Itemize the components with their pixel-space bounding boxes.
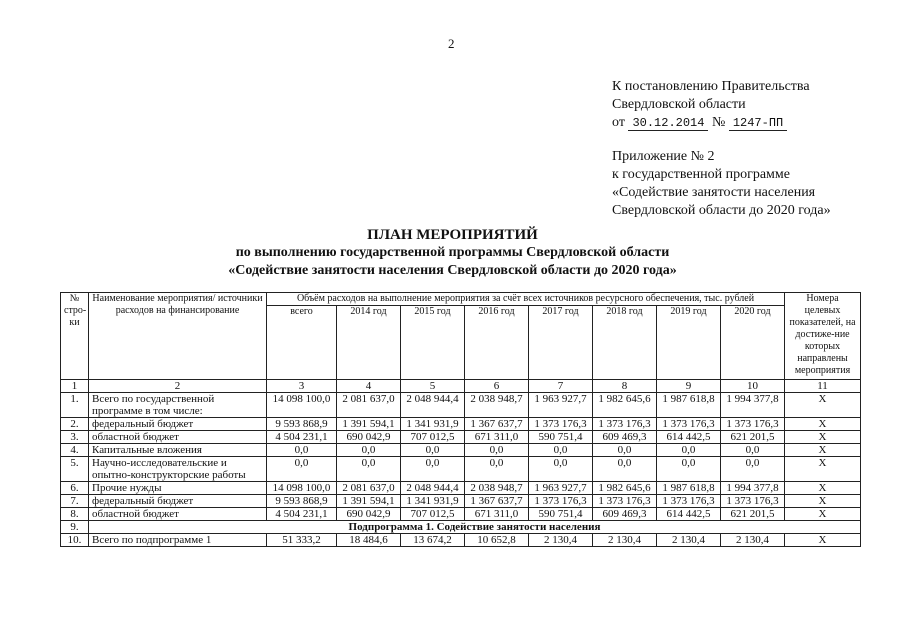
- value-2014: 690 042,9: [337, 508, 401, 521]
- value-2015: 13 674,2: [401, 534, 465, 547]
- value-2017: 590 751,4: [529, 431, 593, 444]
- target-cell: Х: [785, 482, 861, 495]
- index-cell: 4: [337, 380, 401, 393]
- row-number: 3.: [61, 431, 89, 444]
- target-cell: Х: [785, 431, 861, 444]
- header-2017: 2017 год: [529, 306, 593, 380]
- value-2016: 2 038 948,7: [465, 482, 529, 495]
- table-row: [61, 418, 861, 431]
- value-2015: 707 012,5: [401, 431, 465, 444]
- value-2014: 1 391 594,1: [337, 418, 401, 431]
- value-2020: 1 373 176,3: [721, 418, 785, 431]
- value-2015: 0,0: [401, 444, 465, 457]
- value-2016: 0,0: [465, 444, 529, 457]
- table-row: [61, 482, 861, 495]
- header-expense-group: Объём расходов на выполнение мероприятия за счёт всех источников ресурсного обеспечения, тыс. рублей: [267, 293, 785, 306]
- row-number: 5.: [61, 457, 89, 482]
- header-name: Наименование мероприятия/ источники расходов на финансирование: [89, 293, 267, 380]
- value-2016: 1 367 637,7: [465, 495, 529, 508]
- value-2020: 0,0: [721, 457, 785, 482]
- header-2015: 2015 год: [401, 306, 465, 380]
- value-total: 0,0: [267, 444, 337, 457]
- row-name: Прочие нужды: [89, 482, 267, 495]
- header-2018: 2018 год: [593, 306, 657, 380]
- approval-block: [612, 78, 810, 132]
- value-2017: 1 373 176,3: [529, 495, 593, 508]
- value-2019: 0,0: [657, 457, 721, 482]
- value-2020: 1 373 176,3: [721, 495, 785, 508]
- target-cell: Х: [785, 418, 861, 431]
- table-row: [61, 508, 861, 521]
- value-2016: 10 652,8: [465, 534, 529, 547]
- approval-number: 1247-ПП: [729, 116, 787, 131]
- value-2019: 614 442,5: [657, 508, 721, 521]
- value-2018: 1 373 176,3: [593, 495, 657, 508]
- index-cell: 9: [657, 380, 721, 393]
- table-row: [61, 495, 861, 508]
- value-2017: 1 963 927,7: [529, 482, 593, 495]
- value-total: 9 593 868,9: [267, 495, 337, 508]
- header-2016: 2016 год: [465, 306, 529, 380]
- row-number: 6.: [61, 482, 89, 495]
- column-index-row: [61, 380, 861, 393]
- subprogram-row: [61, 521, 861, 534]
- row-name: областной бюджет: [89, 431, 267, 444]
- annex-block: [612, 148, 831, 220]
- value-2017: 590 751,4: [529, 508, 593, 521]
- table-row: [61, 534, 861, 547]
- annex-line-1: Приложение № 2: [612, 149, 715, 164]
- row-number: 2.: [61, 418, 89, 431]
- header-total: всего: [267, 306, 337, 380]
- row-name: Научно-исследовательские и опытно-конструкторские работы: [89, 457, 267, 482]
- value-2016: 671 311,0: [465, 431, 529, 444]
- value-2019: 1 987 618,8: [657, 393, 721, 418]
- table-row: [61, 444, 861, 457]
- table-body: [61, 393, 861, 521]
- annex-line-3: «Содействие занятости населения: [612, 185, 816, 200]
- value-2019: 1 373 176,3: [657, 495, 721, 508]
- index-cell: 8: [593, 380, 657, 393]
- value-2017: 2 130,4: [529, 534, 593, 547]
- target-cell: Х: [785, 393, 861, 418]
- value-2020: 621 201,5: [721, 508, 785, 521]
- value-2019: 1 987 618,8: [657, 482, 721, 495]
- value-2020: 1 994 377,8: [721, 482, 785, 495]
- value-2018: 1 373 176,3: [593, 418, 657, 431]
- number-label: №: [711, 115, 726, 130]
- value-2020: 621 201,5: [721, 431, 785, 444]
- value-2015: 2 048 944,4: [401, 482, 465, 495]
- header-target-indicators: Номера целевых показателей, на достиже-ние которых направлены мероприятия: [785, 293, 861, 380]
- approval-line-2: Свердловской области: [612, 97, 746, 112]
- value-2017: 1 373 176,3: [529, 418, 593, 431]
- value-2017: 0,0: [529, 444, 593, 457]
- value-2016: 671 311,0: [465, 508, 529, 521]
- table-row: [61, 457, 861, 482]
- row-number: 8.: [61, 508, 89, 521]
- table-row: [61, 431, 861, 444]
- header-2019: 2019 год: [657, 306, 721, 380]
- value-2014: 690 042,9: [337, 431, 401, 444]
- value-2020: 2 130,4: [721, 534, 785, 547]
- value-total: 0,0: [267, 457, 337, 482]
- row-name: федеральный бюджет: [89, 418, 267, 431]
- title-sub-1: по выполнению государственной программы Свердловской области: [235, 245, 670, 260]
- index-cell: 2: [89, 380, 267, 393]
- table-row: [61, 393, 861, 418]
- target-cell: Х: [785, 444, 861, 457]
- value-2014: 0,0: [337, 444, 401, 457]
- row-number: 10.: [61, 534, 89, 547]
- value-total: 4 504 231,1: [267, 431, 337, 444]
- index-cell: 5: [401, 380, 465, 393]
- value-2014: 2 081 637,0: [337, 482, 401, 495]
- row-number: 4.: [61, 444, 89, 457]
- value-2018: 609 469,3: [593, 431, 657, 444]
- value-2018: 0,0: [593, 457, 657, 482]
- target-cell: Х: [785, 495, 861, 508]
- table-header-row: [61, 293, 861, 306]
- value-total: 14 098 100,0: [267, 482, 337, 495]
- value-2014: 2 081 637,0: [337, 393, 401, 418]
- approval-date-line: [612, 114, 810, 132]
- annex-line-4: Свердловской области до 2020 года»: [612, 203, 831, 218]
- title-main: ПЛАН МЕРОПРИЯТИЙ: [367, 227, 538, 243]
- row-name: Всего по государственной программе в том числе:: [89, 393, 267, 418]
- index-cell: 3: [267, 380, 337, 393]
- page-number: 2: [448, 36, 455, 51]
- row-number: 1.: [61, 393, 89, 418]
- value-2017: 1 963 927,7: [529, 393, 593, 418]
- approval-date: 30.12.2014: [628, 116, 708, 131]
- header-2014: 2014 год: [337, 306, 401, 380]
- annex-line-2: к государственной программе: [612, 167, 790, 182]
- target-cell: Х: [785, 534, 861, 547]
- value-2015: 0,0: [401, 457, 465, 482]
- row-name: федеральный бюджет: [89, 495, 267, 508]
- row-number: 9.: [61, 521, 89, 534]
- target-cell: Х: [785, 457, 861, 482]
- value-2014: 0,0: [337, 457, 401, 482]
- value-2020: 1 994 377,8: [721, 393, 785, 418]
- approval-line-1: К постановлению Правительства: [612, 79, 810, 94]
- index-cell: 10: [721, 380, 785, 393]
- value-total: 14 098 100,0: [267, 393, 337, 418]
- value-total: 51 333,2: [267, 534, 337, 547]
- value-2019: 2 130,4: [657, 534, 721, 547]
- document-title: [0, 226, 905, 280]
- value-2020: 0,0: [721, 444, 785, 457]
- value-2019: 1 373 176,3: [657, 418, 721, 431]
- index-cell: 6: [465, 380, 529, 393]
- target-cell: Х: [785, 508, 861, 521]
- value-2014: 1 391 594,1: [337, 495, 401, 508]
- value-total: 9 593 868,9: [267, 418, 337, 431]
- value-2017: 0,0: [529, 457, 593, 482]
- value-2015: 1 341 931,9: [401, 495, 465, 508]
- row-name: Капитальные вложения: [89, 444, 267, 457]
- value-2016: 2 038 948,7: [465, 393, 529, 418]
- row-name: Всего по подпрограмме 1: [89, 534, 267, 547]
- value-2015: 707 012,5: [401, 508, 465, 521]
- header-row-number: № стро-ки: [61, 293, 89, 380]
- value-2018: 1 982 645,6: [593, 393, 657, 418]
- value-2018: 0,0: [593, 444, 657, 457]
- subprogram-title: Подпрограмма 1. Содействие занятости населения: [89, 521, 861, 534]
- row-name: областной бюджет: [89, 508, 267, 521]
- title-sub-2: «Содействие занятости населения Свердловской области до 2020 года»: [228, 263, 677, 278]
- value-2018: 1 982 645,6: [593, 482, 657, 495]
- header-2020: 2020 год: [721, 306, 785, 380]
- value-2016: 0,0: [465, 457, 529, 482]
- value-2019: 614 442,5: [657, 431, 721, 444]
- value-2018: 609 469,3: [593, 508, 657, 521]
- index-cell: 7: [529, 380, 593, 393]
- value-total: 4 504 231,1: [267, 508, 337, 521]
- value-2019: 0,0: [657, 444, 721, 457]
- value-2015: 1 341 931,9: [401, 418, 465, 431]
- row-number: 7.: [61, 495, 89, 508]
- value-2015: 2 048 944,4: [401, 393, 465, 418]
- from-label: от: [612, 115, 625, 130]
- plan-table: [60, 292, 861, 547]
- value-2018: 2 130,4: [593, 534, 657, 547]
- index-cell: 11: [785, 380, 861, 393]
- value-2014: 18 484,6: [337, 534, 401, 547]
- index-cell: 1: [61, 380, 89, 393]
- value-2016: 1 367 637,7: [465, 418, 529, 431]
